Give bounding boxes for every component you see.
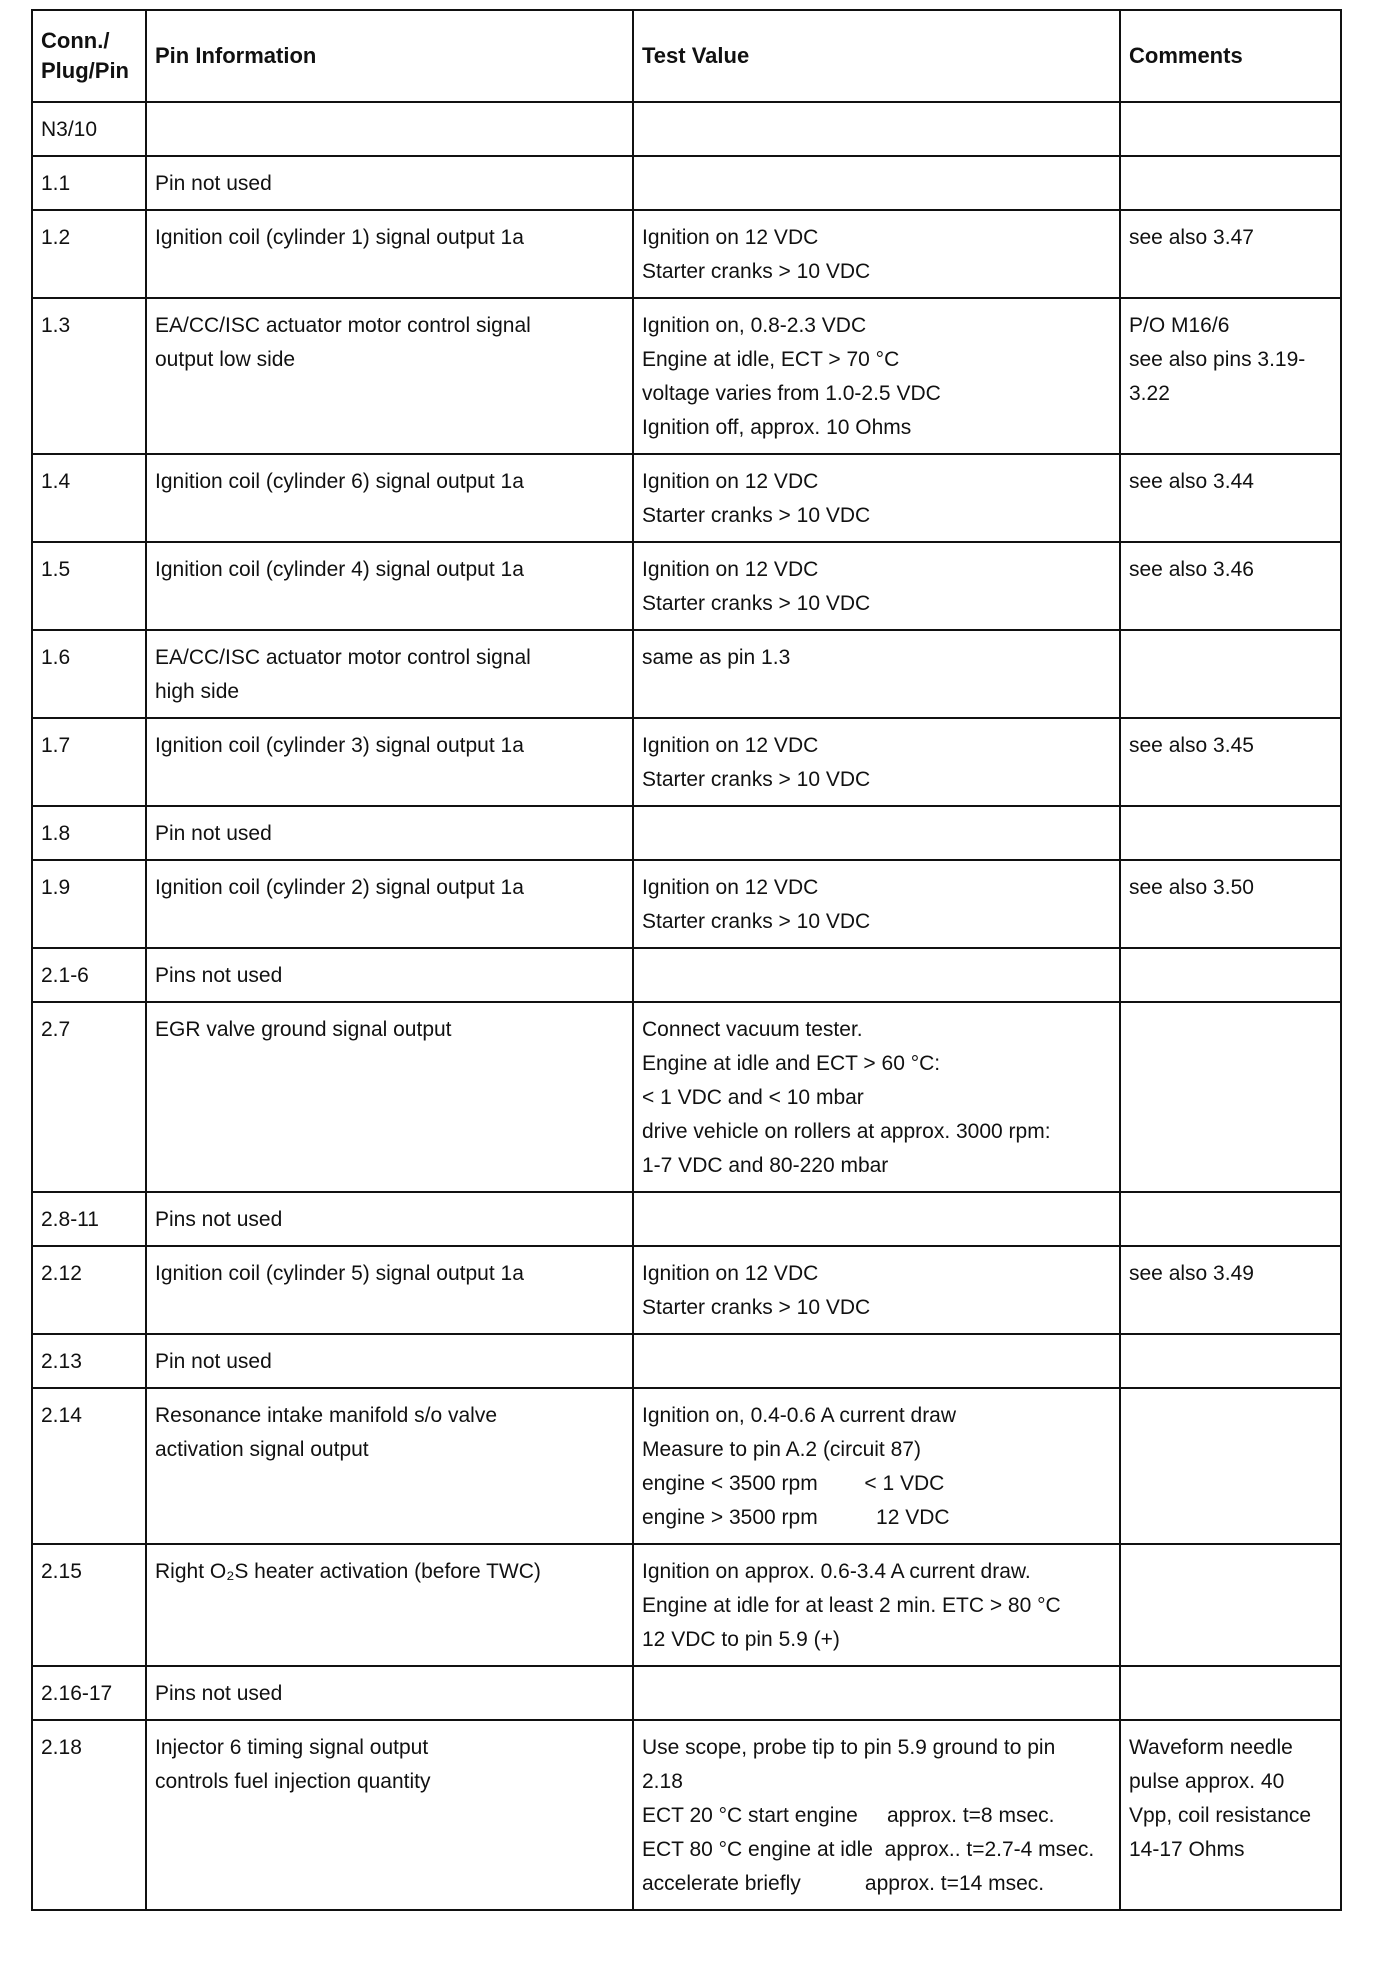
pin-information-cell — [146, 210, 633, 298]
table-row — [32, 156, 1341, 210]
test-value-cell-line: 2.18 — [642, 1770, 683, 1793]
pin-cell: 2.15 — [32, 1544, 146, 1666]
test-value-cell-line: < 1 VDC and < 10 mbar — [642, 1086, 864, 1109]
pin-information-cell-line: Pins not used — [155, 1208, 283, 1231]
test-value-cell-line: Use scope, probe tip to pin 5.9 ground to pin — [642, 1736, 1056, 1759]
test-value-cell-line: Ignition on 12 VDC — [642, 1262, 819, 1285]
comments-cell — [1120, 1192, 1341, 1246]
comments-cell — [1120, 454, 1341, 542]
test-value-cell-line: Ignition on 12 VDC — [642, 226, 819, 249]
table-header-row — [32, 10, 1341, 102]
pin-cell: N3/10 — [32, 102, 146, 156]
pin-information-cell-line: Pin not used — [155, 172, 272, 195]
pin-information-cell — [146, 156, 633, 210]
comments-cell — [1120, 860, 1341, 948]
pin-information-cell-line: Pins not used — [155, 1682, 283, 1705]
table-row — [32, 454, 1341, 542]
comments-cell — [1120, 630, 1341, 718]
table-row — [32, 718, 1341, 806]
table-body — [32, 102, 1341, 1910]
test-value-cell-line: Engine at idle and ECT > 60 °C: — [642, 1052, 941, 1075]
comments-cell — [1120, 1334, 1341, 1388]
test-value-cell — [633, 1388, 1120, 1544]
test-value-cell — [633, 1544, 1120, 1666]
comments-cell — [1120, 1544, 1341, 1666]
table-row — [32, 1666, 1341, 1720]
test-value-cell-line: Starter cranks > 10 VDC — [642, 768, 871, 791]
table-row — [32, 1388, 1341, 1544]
table-row — [32, 1246, 1341, 1334]
test-value-cell-line: Starter cranks > 10 VDC — [642, 910, 871, 933]
comments-cell-line: P/O M16/6 — [1129, 314, 1230, 337]
test-value-cell-line: Engine at idle, ECT > 70 °C — [642, 348, 900, 371]
comments-cell-line: 14-17 Ohms — [1129, 1838, 1245, 1861]
table-row — [32, 102, 1341, 156]
test-value-cell-line: accelerate briefly approx. t=14 msec. — [642, 1872, 1045, 1895]
test-value-cell-line: Ignition on 12 VDC — [642, 876, 819, 899]
test-value-cell — [633, 298, 1120, 454]
pin-cell: 2.18 — [32, 1720, 146, 1910]
pin-information-cell-line: Ignition coil (cylinder 1) signal output 1a — [155, 226, 524, 249]
table-row — [32, 542, 1341, 630]
comments-cell — [1120, 1246, 1341, 1334]
pin-information-cell-line: Resonance intake manifold s/o valve — [155, 1404, 498, 1427]
pin-cell: 1.8 — [32, 806, 146, 860]
test-value-cell — [633, 1666, 1120, 1720]
pin-information-cell-line: EA/CC/ISC actuator motor control signal — [155, 646, 531, 669]
pin-information-cell-line: activation signal output — [155, 1438, 369, 1461]
test-value-cell — [633, 1334, 1120, 1388]
test-value-cell — [633, 1192, 1120, 1246]
test-value-cell-line: 1-7 VDC and 80-220 mbar — [642, 1154, 889, 1177]
pin-information-cell-line: Pin not used — [155, 1350, 272, 1373]
test-value-cell-line: Starter cranks > 10 VDC — [642, 1296, 871, 1319]
pin-information-cell — [146, 542, 633, 630]
comments-cell-line: Waveform needle — [1129, 1736, 1293, 1759]
pin-cell: 2.16-17 — [32, 1666, 146, 1720]
comments-cell-line: Vpp, coil resistance — [1129, 1804, 1312, 1827]
pin-cell: 1.5 — [32, 542, 146, 630]
test-value-cell-line: Ignition on 12 VDC — [642, 558, 819, 581]
test-value-cell-line: Ignition on 12 VDC — [642, 470, 819, 493]
test-value-cell-line: Ignition on 12 VDC — [642, 734, 819, 757]
table-row — [32, 630, 1341, 718]
pin-information-table — [31, 9, 1342, 1911]
comments-cell-line: 3.22 — [1129, 382, 1170, 405]
header-comments: Comments — [1120, 10, 1341, 102]
table-row — [32, 948, 1341, 1002]
header-conn-plug-pin-line: Plug/Pin — [41, 58, 129, 83]
pin-information-cell — [146, 1544, 633, 1666]
pin-information-cell-line: Ignition coil (cylinder 6) signal output 1a — [155, 470, 524, 493]
test-value-cell — [633, 806, 1120, 860]
pin-information-cell — [146, 102, 633, 156]
test-value-cell-line: engine < 3500 rpm < 1 VDC — [642, 1472, 945, 1495]
pin-information-cell-line: Ignition coil (cylinder 2) signal output 1a — [155, 876, 524, 899]
test-value-cell-line: Connect vacuum tester. — [642, 1018, 863, 1041]
comments-cell-line: see also 3.50 — [1129, 876, 1254, 899]
pin-information-cell — [146, 1720, 633, 1910]
pin-information-cell-line: Ignition coil (cylinder 3) signal output 1a — [155, 734, 524, 757]
test-value-cell — [633, 102, 1120, 156]
header-conn-plug-pin-line: Conn./ — [41, 28, 110, 53]
comments-cell-line: see also 3.44 — [1129, 470, 1254, 493]
pin-cell: 1.4 — [32, 454, 146, 542]
pin-information-cell-line: Right O₂S heater activation (before TWC) — [155, 1560, 541, 1583]
test-value-cell-line: same as pin 1.3 — [642, 646, 791, 669]
table-row — [32, 1720, 1341, 1910]
pin-cell: 2.13 — [32, 1334, 146, 1388]
test-value-cell-line: Ignition off, approx. 10 Ohms — [642, 416, 912, 439]
test-value-cell-line: Engine at idle for at least 2 min. ETC > 80 °C — [642, 1594, 1061, 1617]
comments-cell — [1120, 1720, 1341, 1910]
pin-information-cell — [146, 948, 633, 1002]
pin-cell: 2.14 — [32, 1388, 146, 1544]
test-value-cell-line: voltage varies from 1.0-2.5 VDC — [642, 382, 941, 405]
comments-cell-line: pulse approx. 40 — [1129, 1770, 1285, 1793]
pin-information-cell — [146, 718, 633, 806]
comments-cell — [1120, 718, 1341, 806]
test-value-cell — [633, 860, 1120, 948]
pin-information-cell-line: Ignition coil (cylinder 5) signal output 1a — [155, 1262, 524, 1285]
comments-cell — [1120, 1388, 1341, 1544]
comments-cell-line: see also 3.46 — [1129, 558, 1254, 581]
pin-cell: 1.3 — [32, 298, 146, 454]
test-value-cell-line: ECT 20 °C start engine approx. t=8 msec. — [642, 1804, 1055, 1827]
test-value-cell-line: Ignition on, 0.4-0.6 A current draw — [642, 1404, 957, 1427]
table-row — [32, 1544, 1341, 1666]
comments-cell-line: see also pins 3.19- — [1129, 348, 1306, 371]
test-value-cell — [633, 718, 1120, 806]
test-value-cell — [633, 1720, 1120, 1910]
test-value-cell-line: 12 VDC to pin 5.9 (+) — [642, 1628, 840, 1651]
pin-cell: 1.2 — [32, 210, 146, 298]
pin-information-cell — [146, 1334, 633, 1388]
pin-cell: 2.12 — [32, 1246, 146, 1334]
pin-information-cell-line: Pins not used — [155, 964, 283, 987]
pin-information-cell — [146, 1388, 633, 1544]
comments-cell — [1120, 1002, 1341, 1192]
pin-cell: 1.7 — [32, 718, 146, 806]
test-value-cell — [633, 454, 1120, 542]
table-row — [32, 1192, 1341, 1246]
test-value-cell — [633, 210, 1120, 298]
pin-information-cell-line: output low side — [155, 348, 296, 371]
test-value-cell — [633, 156, 1120, 210]
pin-information-cell — [146, 1002, 633, 1192]
header-test-value: Test Value — [633, 10, 1120, 102]
test-value-cell-line: Measure to pin A.2 (circuit 87) — [642, 1438, 921, 1461]
pin-information-cell-line: high side — [155, 680, 240, 703]
pin-information-cell — [146, 1246, 633, 1334]
test-value-cell — [633, 948, 1120, 1002]
pin-information-cell-line: EA/CC/ISC actuator motor control signal — [155, 314, 531, 337]
test-value-cell-line: ECT 80 °C engine at idle approx.. t=2.7-4 msec. — [642, 1838, 1095, 1861]
test-value-cell — [633, 542, 1120, 630]
comments-cell-line: see also 3.45 — [1129, 734, 1254, 757]
test-value-cell — [633, 630, 1120, 718]
test-value-cell — [633, 1246, 1120, 1334]
pin-cell: 2.7 — [32, 1002, 146, 1192]
pin-information-cell-line: controls fuel injection quantity — [155, 1770, 431, 1793]
pin-cell: 1.6 — [32, 630, 146, 718]
header-pin-information: Pin Information — [146, 10, 633, 102]
test-value-cell-line: Starter cranks > 10 VDC — [642, 260, 871, 283]
pin-cell: 1.1 — [32, 156, 146, 210]
pin-information-cell-line: Ignition coil (cylinder 4) signal output 1a — [155, 558, 524, 581]
comments-cell — [1120, 1666, 1341, 1720]
test-value-cell-line: Starter cranks > 10 VDC — [642, 504, 871, 527]
pin-information-cell — [146, 1192, 633, 1246]
pin-information-cell — [146, 454, 633, 542]
comments-cell-line: see also 3.47 — [1129, 226, 1254, 249]
comments-cell — [1120, 102, 1341, 156]
pin-information-cell — [146, 298, 633, 454]
comments-cell — [1120, 948, 1341, 1002]
pin-information-cell-line: EGR valve ground signal output — [155, 1018, 452, 1041]
header-conn-plug-pin — [32, 10, 146, 102]
comments-cell — [1120, 542, 1341, 630]
pin-information-cell — [146, 1666, 633, 1720]
test-value-cell-line: engine > 3500 rpm 12 VDC — [642, 1506, 950, 1529]
pin-cell: 2.1-6 — [32, 948, 146, 1002]
comments-cell — [1120, 806, 1341, 860]
test-value-cell-line: Ignition on, 0.8-2.3 VDC — [642, 314, 867, 337]
table-row — [32, 210, 1341, 298]
pin-information-cell-line: Injector 6 timing signal output — [155, 1736, 429, 1759]
table-row — [32, 860, 1341, 948]
comments-cell — [1120, 298, 1341, 454]
test-value-cell-line: Ignition on approx. 0.6-3.4 A current draw. — [642, 1560, 1031, 1583]
comments-cell — [1120, 210, 1341, 298]
table-row — [32, 1002, 1341, 1192]
pin-cell: 1.9 — [32, 860, 146, 948]
pin-information-cell-line: Pin not used — [155, 822, 272, 845]
comments-cell-line: see also 3.49 — [1129, 1262, 1254, 1285]
test-value-cell-line: Starter cranks > 10 VDC — [642, 592, 871, 615]
pin-information-cell — [146, 630, 633, 718]
test-value-cell-line: drive vehicle on rollers at approx. 3000 rpm: — [642, 1120, 1051, 1143]
comments-cell — [1120, 156, 1341, 210]
pin-cell: 2.8-11 — [32, 1192, 146, 1246]
table-row — [32, 1334, 1341, 1388]
pin-information-cell — [146, 860, 633, 948]
table-row — [32, 806, 1341, 860]
test-value-cell — [633, 1002, 1120, 1192]
table-row — [32, 298, 1341, 454]
pin-information-cell — [146, 806, 633, 860]
